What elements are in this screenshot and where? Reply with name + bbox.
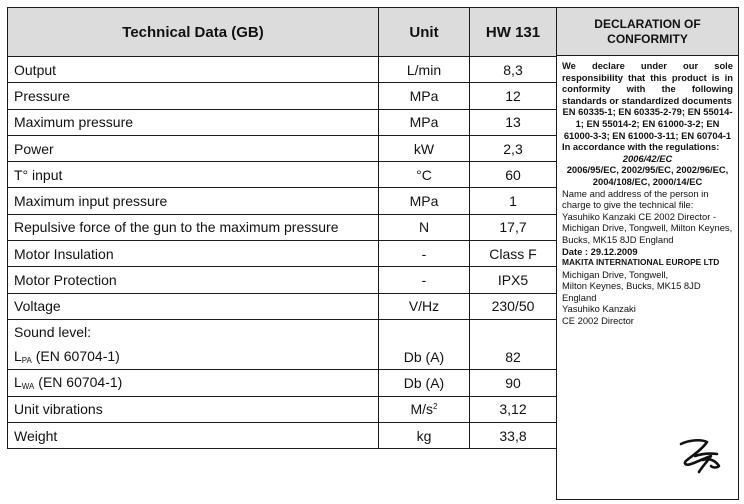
- declaration-title: DECLARATION OF CONFORMITY: [557, 8, 738, 56]
- row-label: T° input: [8, 162, 379, 188]
- row-label: Maximum pressure: [8, 109, 379, 135]
- declaration-company: MAKITA INTERNATIONAL EUROPE LTD: [562, 257, 720, 268]
- header-model: HW 131: [470, 8, 557, 57]
- table-row-sound-label: [8, 319, 557, 344]
- row-unit: MPa: [379, 83, 470, 109]
- row-unit: -: [379, 267, 470, 293]
- row-label: Weight: [8, 422, 379, 448]
- row-unit: MPa: [379, 109, 470, 135]
- declaration-of-conformity: [556, 7, 739, 500]
- row-unit: L/min: [379, 57, 470, 83]
- row-value: 230/50: [470, 293, 557, 319]
- row-value: 60: [470, 162, 557, 188]
- row-value: Class F: [470, 241, 557, 267]
- row-value: 3,12: [470, 396, 557, 422]
- row-unit: Db (A): [379, 344, 470, 370]
- table-row-lpa: [8, 344, 557, 370]
- row-label: Unit vibrations: [8, 396, 379, 422]
- table-row-vibration: [8, 396, 557, 422]
- row-value: 13: [470, 109, 557, 135]
- row-unit: -: [379, 241, 470, 267]
- table-row: [8, 241, 557, 267]
- table-row-weight: [8, 422, 557, 448]
- row-value: 33,8: [470, 422, 557, 448]
- header-parameter: Technical Data (GB): [8, 8, 379, 57]
- table-row: [8, 188, 557, 214]
- signature-graphic: [673, 436, 725, 476]
- declaration-regulations: 2006/95/EC, 2002/95/EC, 2002/96/EC, 2004/108/EC, 2000/14/EC: [566, 164, 729, 187]
- table-row: [8, 162, 557, 188]
- row-label: Output: [8, 57, 379, 83]
- row-label: Repulsive force of the gun to the maximum pressure: [8, 214, 379, 240]
- row-label: Pressure: [8, 83, 379, 109]
- declaration-technical-file: Name and address of the person in charge to give the technical file: Yasuhiko Kanzaki CE 2002 Director - Michigan Drive, Tongwell, Milton Keynes, Bucks, MK15 8JD England: [562, 187, 733, 245]
- declaration-standards: EN 60335-1; EN 60335-2-79; EN 55014-1; EN 55014-2; EN 61000-3-2; EN 61000-3-3; EN 61000-3-11; EN 60704-1: [562, 106, 733, 141]
- table-row: [8, 135, 557, 161]
- row-unit: Db (A): [379, 370, 470, 396]
- row-unit: N: [379, 214, 470, 240]
- header-unit: Unit: [379, 8, 470, 57]
- table-row: [8, 267, 557, 293]
- declaration-signer-title: CE 2002 Director: [562, 315, 634, 327]
- row-label: $L_{WA}$ (EN 60704-1): [8, 370, 379, 396]
- row-label: Maximum input pressure: [8, 188, 379, 214]
- row-label: Power: [8, 135, 379, 161]
- row-value: 17,7: [470, 214, 557, 240]
- row-unit: V/Hz: [379, 293, 470, 319]
- row-unit: °C: [379, 162, 470, 188]
- row-label: Motor Insulation: [8, 241, 379, 267]
- declaration-address-line: England: [562, 291, 597, 303]
- table-row: [8, 83, 557, 109]
- row-value: IPX5: [470, 267, 557, 293]
- row-label: Voltage: [8, 293, 379, 319]
- row-unit: $M/s^2$: [379, 396, 470, 422]
- row-label: Motor Protection: [8, 267, 379, 293]
- table-row: [8, 57, 557, 83]
- row-value: 2,3: [470, 135, 557, 161]
- row-value: 1: [470, 188, 557, 214]
- technical-data-table: [7, 7, 557, 449]
- row-label: Sound level:: [8, 319, 379, 344]
- declaration-regulations-label: In accordance with the regulations:: [562, 141, 720, 153]
- table-row: [8, 293, 557, 319]
- table-row: [8, 109, 557, 135]
- declaration-body: [557, 56, 738, 327]
- technical-data-sheet: [7, 7, 739, 500]
- declaration-intro: We declare under our sole responsibility that this product is in conformity with the following standards or standardized documents: [562, 60, 733, 106]
- row-unit: kW: [379, 135, 470, 161]
- row-label: $L_{PA}$ (EN 60704-1): [8, 344, 379, 370]
- row-value: 90: [470, 370, 557, 396]
- table-row-lwa: [8, 370, 557, 396]
- declaration-address-line: Michigan Drive, Tongwell,: [562, 268, 669, 280]
- row-value: 8,3: [470, 57, 557, 83]
- declaration-date: Date : 29.12.2009: [562, 245, 638, 257]
- declaration-regulation-main: 2006/42/EC: [622, 152, 673, 164]
- row-value: 82: [470, 344, 557, 370]
- declaration-address-line: Milton Keynes, Bucks, MK15 8JD: [562, 280, 701, 292]
- table-row: [8, 214, 557, 240]
- row-value: 12: [470, 83, 557, 109]
- table-header-row: [8, 8, 557, 57]
- row-unit: MPa: [379, 188, 470, 214]
- row-unit: kg: [379, 422, 470, 448]
- declaration-signer: Yasuhiko Kanzaki: [562, 303, 636, 315]
